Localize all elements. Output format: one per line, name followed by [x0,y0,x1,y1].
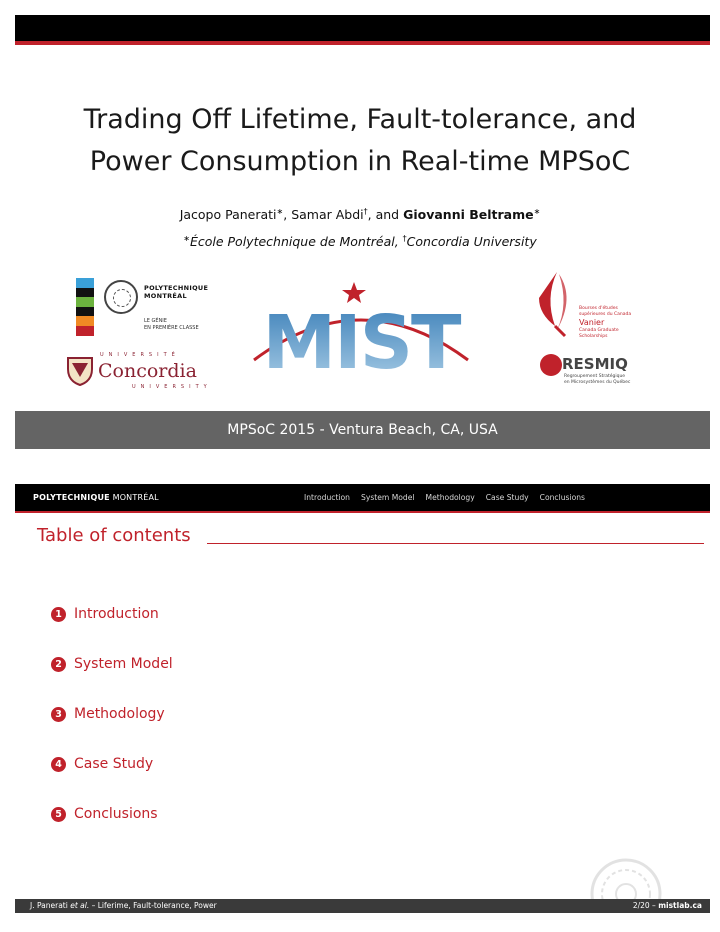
affiliation-2-mark: † [402,234,407,243]
author-1-mark: ∗ [276,207,284,216]
author-3: Giovanni Beltrame [403,207,534,223]
affiliation-1: École Polytechnique de Montréal, [189,234,403,250]
vanier-name: Vanier [579,318,605,327]
author-separator-1: , [283,207,292,223]
footer-author: J. Panerati [30,901,71,910]
vanier-leaf-icon [535,268,579,343]
vanier-line-2: supérieures du Canada [579,312,632,317]
toc-item-introduction[interactable] [51,606,159,622]
footer-page-number: 2/20 – [632,901,659,910]
authors [0,207,720,222]
resmiq-chip-icon [540,354,562,376]
polytechnique-tagline-1: LE GÉNIE [144,318,167,324]
toc-number-badge: 5 [51,807,66,822]
mist-logo [250,280,472,380]
toc-number-badge: 3 [51,707,66,722]
frame-title: Table of contents [37,525,191,546]
toc-number-badge: 4 [51,757,66,772]
author-2-mark: † [363,207,368,216]
concordia-logo [66,352,226,394]
footer-site: mistlab.ca [658,901,702,910]
toc-label: System Model [74,656,173,672]
slide-title-line-1: Trading Off Lifetime, Fault-tolerance, and [83,104,637,135]
nav-item-system-model[interactable]: System Model [361,493,415,502]
toc-number-badge: 1 [51,607,66,622]
toc-item-case-study[interactable] [51,756,153,772]
nav-item-methodology[interactable]: Methodology [425,493,475,502]
title-slide-top-bar [15,15,710,45]
vanier-logo [535,268,635,343]
vanier-line-4: Scholarships [579,334,608,339]
author-1: Jacopo Panerati [179,207,277,223]
toc-label: Introduction [74,606,159,622]
nav-item-case-study[interactable]: Case Study [485,493,529,502]
polytechnique-logo [76,278,216,336]
affiliations [0,234,720,249]
author-3-mark: ∗ [533,207,541,216]
footer-etal: et al. [70,901,90,910]
polytechnique-tagline-2: EN PREMIÈRE CLASSE [144,324,199,331]
header-brand-rest: MONTRÉAL [109,493,159,502]
section-nav [304,493,585,502]
title-rule [207,543,704,544]
mist-logo-text: MIST [262,300,460,380]
footer-short-title: – Liferime, Fault-tolerance, Power [89,901,217,910]
resmiq-line-2: en Microsystèmes du Québec [564,380,631,385]
resmiq-name: RESMIQ [562,355,628,373]
event-label: MPSoC 2015 - Ventura Beach, CA, USA [227,422,498,438]
slide-footer [15,899,710,913]
event-bar [15,411,710,449]
toc-item-methodology[interactable] [51,706,165,722]
toc-slide [0,466,720,932]
toc-label: Conclusions [74,806,158,822]
slide-header [15,484,710,513]
nav-item-introduction[interactable]: Introduction [304,493,350,502]
toc-label: Methodology [74,706,165,722]
resmiq-logo [540,352,640,394]
header-brand-bold: POLYTECHNIQUE [33,493,110,502]
vanier-line-3: Canada Graduate [579,328,619,333]
author-2: Samar Abdi [291,207,364,223]
concordia-shield-icon [66,355,94,387]
vanier-line-1: Bourses d'études [579,306,618,311]
polytechnique-logo-line-2: MONTRÉAL [144,292,187,300]
footer-citation [30,901,217,910]
polytechnique-seal-icon [104,280,138,314]
author-separator-2: , and [367,207,404,223]
slide-title-line-2: Power Consumption in Real-time MPSoC [89,146,631,177]
header-brand [33,493,159,502]
toc-label: Case Study [74,756,154,772]
affiliation-1-mark: ∗ [183,234,190,243]
concordia-name: Concordia [98,360,197,382]
concordia-top-text: UNIVERSITÉ [100,352,180,358]
polytechnique-logo-line-1: POLYTECHNIQUE [144,284,209,292]
nav-item-conclusions[interactable]: Conclusions [539,493,586,502]
resmiq-line-1: Regroupement Stratégique [564,374,626,379]
affiliation-2: Concordia University [406,234,537,250]
toc-number-badge: 2 [51,657,66,672]
polytechnique-color-strip [76,278,94,336]
concordia-bottom-text: UNIVERSITY [132,384,212,390]
footer-page [633,901,702,910]
toc-item-system-model[interactable] [51,656,173,672]
toc-item-conclusions[interactable] [51,806,158,822]
